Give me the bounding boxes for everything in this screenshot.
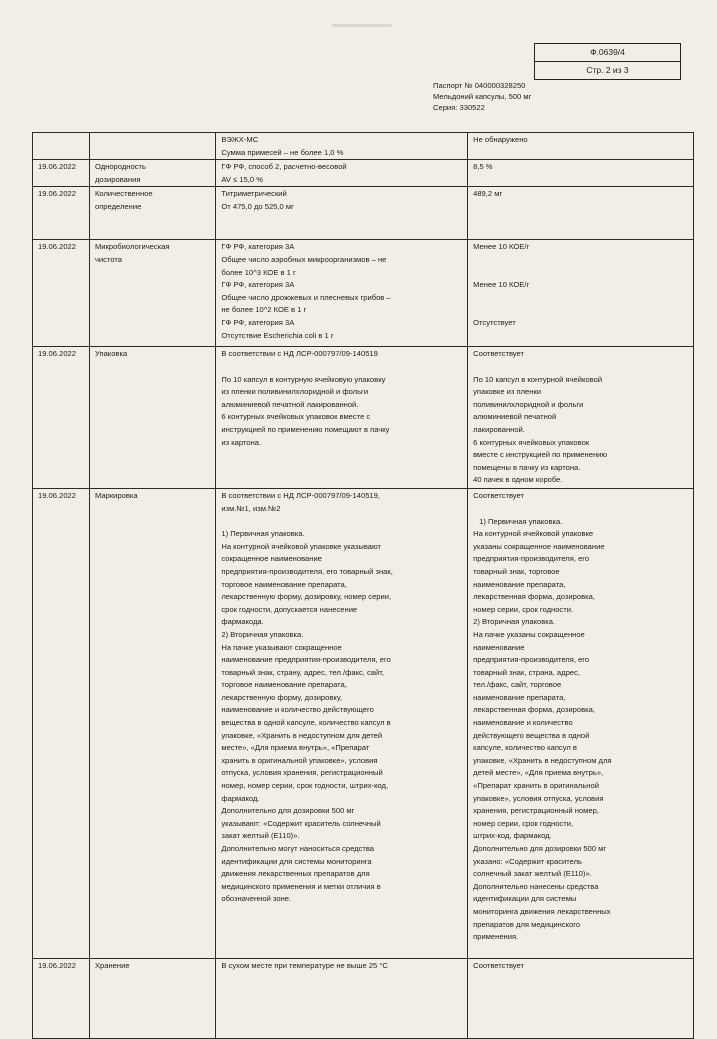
date-cell — [33, 133, 90, 160]
form-code-box — [534, 43, 681, 80]
result-cell: Соответствует — [468, 959, 694, 1039]
parameter-cell — [89, 133, 215, 160]
requirement-cell: ГФ РФ, способ 2, расчетно-весовой AV ≤ 15,0 % — [216, 160, 468, 187]
passport-header — [433, 80, 531, 113]
table-row — [33, 187, 694, 240]
table-row — [33, 240, 694, 347]
product-name: Мельдоний капсулы, 500 мг — [433, 92, 532, 101]
date-cell: 19.06.2022 — [33, 489, 90, 959]
requirement-cell: ВЭЖХ-МС Сумма примесей – не более 1,0 % — [216, 133, 468, 160]
parameter-cell: Маркировка — [89, 489, 215, 959]
result-cell: 489,2 мг — [468, 187, 694, 240]
table-row — [33, 489, 694, 959]
result-cell: Соответствует 1) Первичная упаковка. На контурной ячейковой упаковке указаны сокращенное наименование предприятия-производителя, его товарный знак, торговое наименование препарата, лекарственная форма, дозировка, номер серии, срок годности. 2) Вторичная упаковка. На пачке указаны сокращенное наименование предприятия-производителя, его товарный знак, страна, адрес, тел./факс, сайт, торговое наименование препарата, лекарственная форма, дозировка, наименование и количество действующего вещества в одной капсуле, количество капсул в упаковке, «Хранить в недоступном для детей месте», «Для приема внутрь», «Препарат хранить в оригинальной упаковке», условия отпуска, условия хранения, регистрационный номер, номер серии, срок годности, штрих-код, фармакод. Дополнительно для дозировки 500 мг указано: «Содержит краситель солнечный закат желтый (Е110)». Дополнительно нанесены средства идентификации для системы мониторинга движения лекарственных препаратов для медицинского применения. — [468, 489, 694, 959]
scan-smudge — [332, 24, 392, 27]
result-cell: Соответствует По 10 капсул в контурной ячейковой упаковке из пленки поливинилхлоридной и фольги алюминиевой печатной лакированной. 6 контурных ячейковых упаковок вместе с инструкцией по применению помещены в пачку из картона. 40 пачек в одном коробе. — [468, 347, 694, 489]
result-cell: 8,5 % — [468, 160, 694, 187]
form-code: Ф.0639/4 — [535, 44, 680, 62]
parameter-cell: Упаковка — [89, 347, 215, 489]
parameter-cell: Хранение — [89, 959, 215, 1039]
page-number: Стр. 2 из 3 — [586, 65, 629, 75]
date-cell: 19.06.2022 — [33, 240, 90, 347]
date-cell: 19.06.2022 — [33, 347, 90, 489]
date-cell: 19.06.2022 — [33, 959, 90, 1039]
requirement-cell: В соответствии с НД ЛСР-000797/09-140519 По 10 капсул в контурную ячейковую упаковку из пленки поливинилхлоридной и фольги алюминиевой печатной лакированной. 6 контурных ячейковых упаковок вместе с инструкцией по применению помещают в пачку из картона. — [216, 347, 468, 489]
date-cell: 19.06.2022 — [33, 160, 90, 187]
table-row — [33, 959, 694, 1039]
parameter-cell: Однородность дозирования — [89, 160, 215, 187]
table-row — [33, 160, 694, 187]
requirement-cell: ГФ РФ, категория 3А Общее число аэробных микроорганизмов – не более 10^3 КОЕ в 1 г ГФ РФ, категория 3А Общее число дрожжевых и плесневых грибов – не более 10^2 КОЕ в 1 г ГФ РФ, категория 3А Отсутствие Escherichia coli в 1 г — [216, 240, 468, 347]
table-row — [33, 133, 694, 160]
passport-number: Паспорт № 040000328250 — [433, 81, 526, 90]
series-number: Серия: 330522 — [433, 103, 485, 112]
result-cell: Менее 10 КОЕ/г Менее 10 КОЕ/г Отсутствует — [468, 240, 694, 347]
table-row — [33, 347, 694, 489]
requirement-cell: Титриметрический От 475,0 до 525,0 мг — [216, 187, 468, 240]
parameter-cell: Микробиологическая чистота — [89, 240, 215, 347]
test-results-table — [32, 132, 694, 1039]
parameter-cell: Количественное определение — [89, 187, 215, 240]
result-cell: Не обнаружено — [468, 133, 694, 160]
requirement-cell: В соответствии с НД ЛСР-000797/09-140519, изм.№1, изм.№2 1) Первичная упаковка. На контурной ячейковой упаковке указывают сокращенное наименование предприятия-производителя, его товарный знак, торговое наименование препарата, лекарственную форму, дозировку, номер серии, срок годности, допускается нанесение фармакода. 2) Вторичная упаковка. На пачке указывают сокращенное наименование предприятия-производителя, его товарный знак, страну, адрес, тел./факс, сайт, торговое наименование препарата, лекарственную форму, дозировку, наименование и количество действующего вещества в одной капсуле, количество капсул в упаковке, «Хранить в недоступном для детей месте», «Для приема внутрь», «Препарат хранить в оригинальной упаковке», условия отпуска, условия хранения, регистрационный номер, номер серии, срок годности, штрих-код, фармакод. Дополнительно для дозировки 500 мг указывают: «Содержит краситель солнечный закат желтый (Е110)». Дополнительно могут наноситься средства идентификации для системы мониторинга движения лекарственных препаратов для медицинского применения и метки отличия в обозначенной зоне. — [216, 489, 468, 959]
requirement-cell: В сухом месте при температуре не выше 25 °С — [216, 959, 468, 1039]
date-cell: 19.06.2022 — [33, 187, 90, 240]
